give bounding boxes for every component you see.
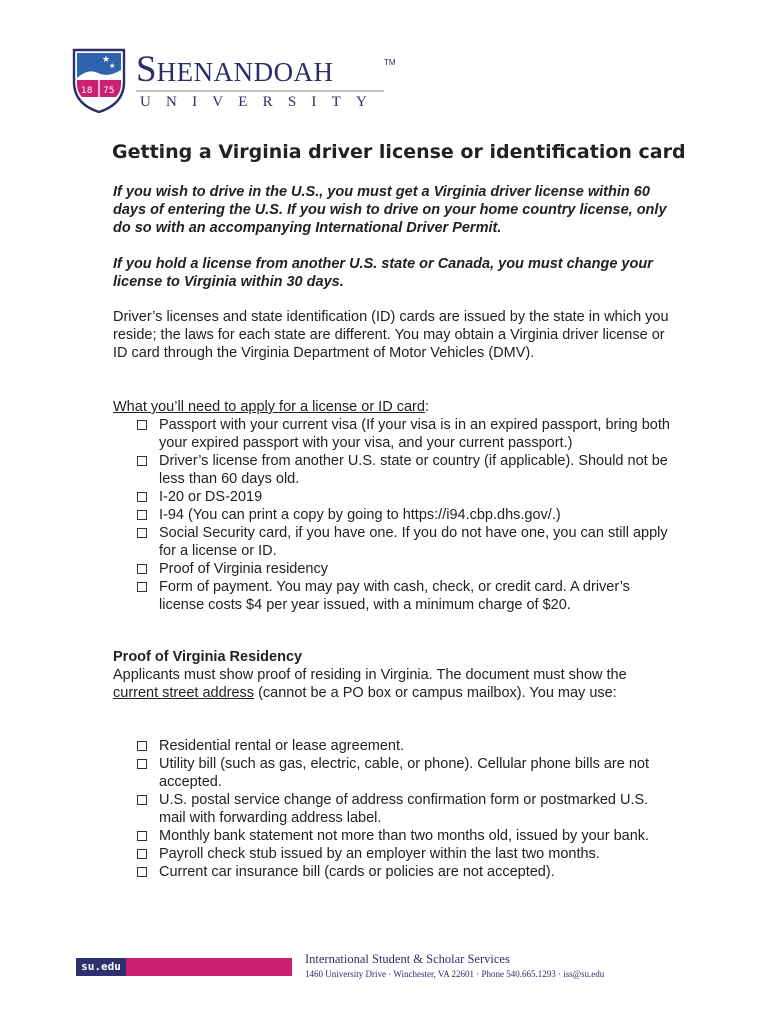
intro-warning-international: If you wish to drive in the U.S., you must get a Virginia driver license within 60 days of entering the U.S. If you wish to drive on your home country license, only do so with an accompanying International Driver Permit. [113,184,667,236]
requirements-heading-text: What you’ll need to apply for a license or ID card [113,399,425,415]
checkbox-icon[interactable] [137,510,147,520]
wordmark-initial: S [136,49,157,90]
university-logo [72,48,396,114]
checklist-item [137,524,677,560]
checklist-item-text: Social Security card, if you have one. If you do not have one, you can still apply for a license or ID. [159,525,668,559]
shield-year-left: 18 [81,86,93,96]
checklist-item-text: Utility bill (such as gas, electric, cable, or phone). Cellular phone bills are not accepted. [159,756,650,790]
requirements-heading [113,398,673,416]
checklist-item-text: Monthly bank statement not more than two months old, issued by your bank. [159,828,650,844]
checklist-item-text: Form of payment. You may pay with cash, check, or credit card. A driver’s license costs $4 per year issued, with a minimum charge of $20. [159,579,630,613]
checklist-item [137,452,677,488]
residency-checklist [137,737,677,881]
checkbox-icon[interactable] [137,582,147,592]
checklist-item-text: I-20 or DS-2019 [159,489,263,505]
footer-accent-stripe [126,958,292,976]
checkbox-icon[interactable] [137,420,147,430]
residency-paragraph [113,666,673,702]
checklist-item [137,737,677,755]
wordmark-rest: HENANDOAH [156,57,334,87]
checklist-item [137,845,677,863]
checklist-item [137,578,677,614]
checklist-item-text: Passport with your current visa (If your visa is in an expired passport, bring both your expired passport with your visa, and your current passport.) [159,417,670,451]
checkbox-icon[interactable] [137,795,147,805]
checklist-item [137,560,677,578]
requirements-checklist [137,416,677,614]
checkbox-icon[interactable] [137,528,147,538]
residency-heading: Proof of Virginia Residency [113,649,303,665]
checklist-item-text: Driver’s license from another U.S. state or country (if applicable). Should not be less than 60 days old. [159,453,668,487]
checklist-item [137,506,677,524]
checklist-item-text: Proof of Virginia residency [159,561,328,577]
university-subtitle: UNIVERSITY [140,94,382,110]
shield-crest-icon [72,48,126,114]
page-title: Getting a Virginia driver license or identification card [112,141,686,163]
intro-warning-transfer: If you hold a license from another U.S. state or Canada, you must change your license to Virginia within 30 days. [113,256,653,290]
checkbox-icon[interactable] [137,849,147,859]
checklist-item [137,416,677,452]
star-icon: ★ [102,55,111,65]
footer-bar [76,958,292,976]
requirements-heading-colon: : [424,399,429,415]
checklist-item-text: Residential rental or lease agreement. [159,738,405,754]
website-link[interactable]: su.edu [76,958,126,976]
shield-year-right: 75 [103,86,115,96]
university-wordmark [136,50,386,90]
office-name: International Student & Scholar Services [305,952,510,966]
checkbox-icon[interactable] [137,759,147,769]
checkbox-icon[interactable] [137,831,147,841]
residency-text-end: (cannot be a PO box or campus mailbox). You may use: [254,685,617,701]
checkbox-icon[interactable] [137,564,147,574]
checkbox-icon[interactable] [137,492,147,502]
checklist-item [137,488,677,506]
checkbox-icon[interactable] [137,456,147,466]
intro-paragraph: Driver’s licenses and state identification (ID) cards are issued by the state in which you reside; the laws for each state are different. You may obtain a Virginia driver license or ID card through the Virginia Department of Motor Vehicles (DMV). [113,309,669,361]
trademark-symbol: TM [384,58,396,67]
residency-text-start: Applicants must show proof of residing in Virginia. The document must show the [113,667,627,683]
checklist-item [137,755,677,791]
checklist-item-text: U.S. postal service change of address confirmation form or postmarked U.S. mail with forwarding address label. [159,792,649,826]
checklist-item-text: Payroll check stub issued by an employer within the last two months. [159,846,600,862]
current-street-address-text: current street address [113,685,255,701]
checklist-item [137,827,677,845]
checklist-item [137,791,677,827]
office-address: 1460 University Drive · Winchester, VA 22601 · Phone 540.665.1293 · iss@su.edu [305,969,605,979]
checklist-item-text: I-94 (You can print a copy by going to https://i94.cbp.dhs.gov/.) [159,507,561,523]
checklist-item-text: Current car insurance bill (cards or policies are not accepted). [159,864,555,880]
checkbox-icon[interactable] [137,867,147,877]
star-icon: ★ [109,62,116,70]
checkbox-icon[interactable] [137,741,147,751]
checklist-item [137,863,677,881]
